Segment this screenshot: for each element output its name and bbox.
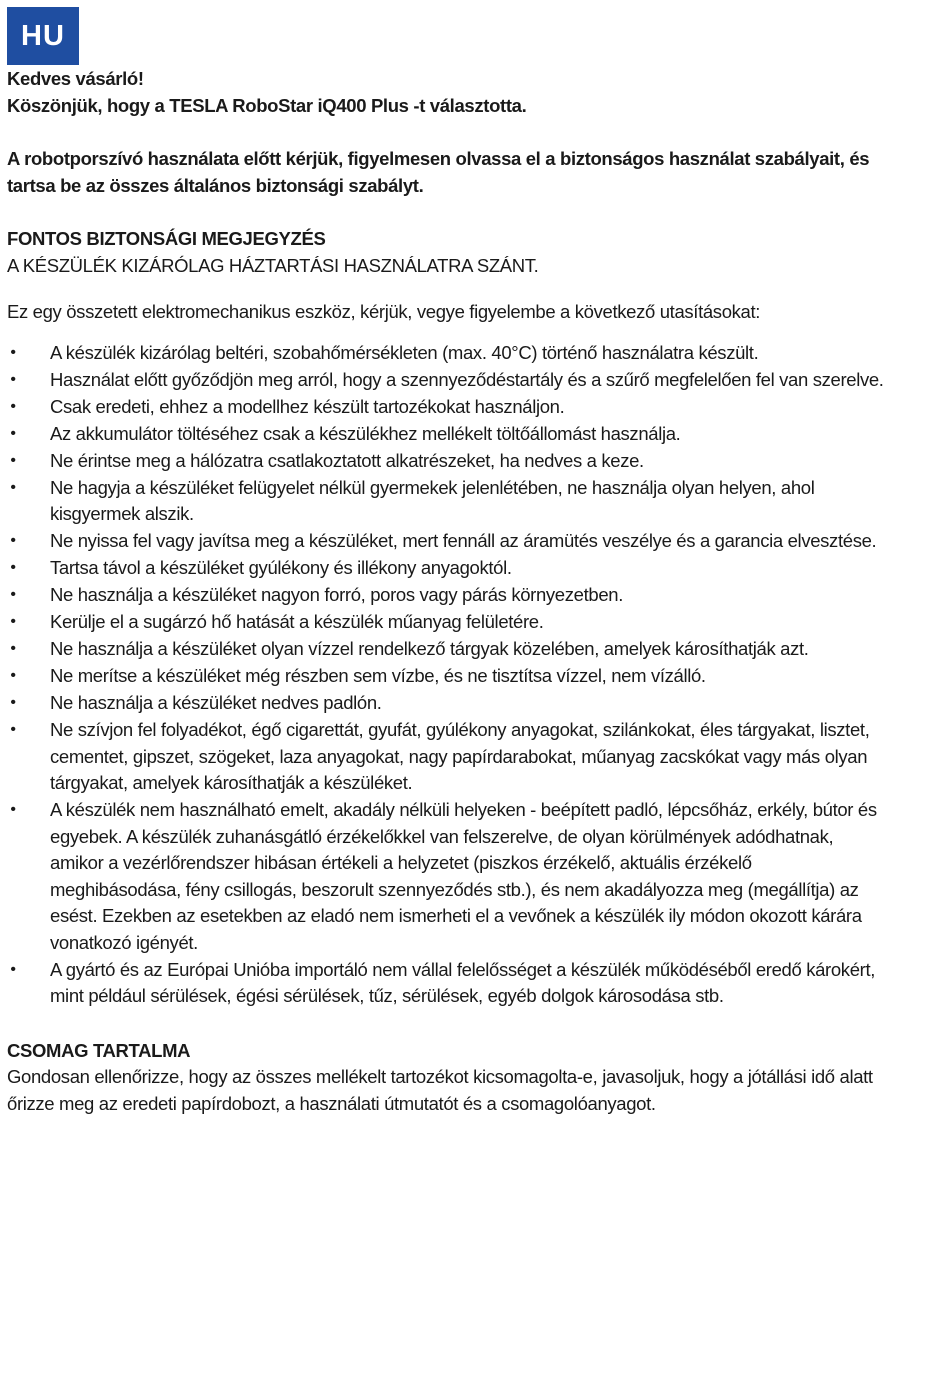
list-item <box>7 475 887 528</box>
bullet-icon: • <box>10 370 16 388</box>
rule-text: Ne használja a készüléket nedves padlón. <box>50 692 382 713</box>
rule-text: Használat előtt győződjön meg arról, hogy a szennyeződéstartály és a szűrő megfelelően fel van szerelve. <box>50 368 884 390</box>
list-item <box>7 609 887 636</box>
bullet-icon: • <box>10 559 16 576</box>
list-item <box>7 555 887 582</box>
rule-text: Ne használja a készüléket olyan vízzel rendelkező tárgyak közelében, amelyek károsíthatják azt. <box>50 638 809 659</box>
manual-content <box>7 66 887 1117</box>
bullet-icon: • <box>10 343 16 361</box>
bullet-icon: • <box>10 451 16 469</box>
rule-text: A készülék nem használható emelt, akadály nélküli helyeken - beépített padló, lépcsőház, erkély, bútor és egyebek. A készülék zuhanásgátló érzékelőkkel van felszerelve, de olyan körülmények adódhatnak, amikor a vezérlőrendszer hibásan értékeli a helyzetet (piszkos érzékelő, aktuális érzékelő meghibásodása, fény csillogás, beszorult szennyeződés stb.), és nem akadályozza meg (megállítja) az esést. Ezekben az esetekben az eladó nem ismerheti el a vevőnek a készülék ily módon okozott kárára vonatkozó igényét. <box>50 799 877 953</box>
bullet-icon: • <box>10 586 16 603</box>
list-item <box>7 636 887 663</box>
bullet-icon: • <box>10 532 16 549</box>
rule-text: Ne nyissa fel vagy javítsa meg a készüléket, mert fennáll az áramütés veszélye és a garancia elvesztése. <box>50 530 877 551</box>
list-item <box>7 690 887 717</box>
list-item <box>7 957 887 1010</box>
package-text: Gondosan ellenőrizze, hogy az összes mellékelt tartozékot kicsomagolta-e, javasoljuk, hogy a jótállási idő alatt őrizze meg az eredeti papírdobozt, a használati útmutatót és a csomagolóanyagot. <box>7 1066 873 1114</box>
list-item <box>7 448 887 475</box>
rule-text: Ne érintse meg a hálózatra csatlakoztatott alkatrészeket, ha nedves a keze. <box>50 449 644 471</box>
list-item <box>7 421 887 448</box>
rule-text: A készülék kizárólag beltéri, szobahőmérsékleten (max. 40°C) történő használatra készült. <box>50 341 759 363</box>
bullet-icon: • <box>10 397 16 415</box>
list-item <box>7 717 887 797</box>
list-item <box>7 797 887 956</box>
safety-subheading: A KÉSZÜLÉK KIZÁRÓLAG HÁZTARTÁSI HASZNÁLATRA SZÁNT. <box>7 254 539 276</box>
safety-heading: FONTOS BIZTONSÁGI MEGJEGYZÉS <box>7 228 326 249</box>
rule-text: Ne merítse a készüléket még részben sem vízbe, és ne tisztítsa vízzel, nem vízálló. <box>50 665 706 686</box>
thanks-line: Köszönjük, hogy a TESLA RoboStar iQ400 Plus -t választotta. <box>7 94 527 116</box>
bullet-icon: • <box>10 640 16 657</box>
bullet-icon: • <box>10 613 16 630</box>
bullet-icon: • <box>10 801 16 818</box>
list-item <box>7 340 887 367</box>
rule-text: Ne hagyja a készüléket felügyelet nélkül gyermekek jelenlétében, ne használja olyan helyen, ahol kisgyermek alszik. <box>50 476 815 524</box>
bullet-icon: • <box>10 478 16 496</box>
rule-text: Az akkumulátor töltéséhez csak a készülékhez mellékelt töltőállomást használja. <box>50 422 681 444</box>
list-item <box>7 394 887 421</box>
language-badge: HU <box>7 7 79 65</box>
greeting: Kedves vásárló! <box>7 68 144 89</box>
rule-text: Tartsa távol a készüléket gyúlékony és illékony anyagoktól. <box>50 557 512 578</box>
bullet-icon: • <box>10 694 16 711</box>
package-heading: CSOMAG TARTALMA <box>7 1039 191 1061</box>
bullet-icon: • <box>10 721 16 738</box>
rule-text: Kerülje el a sugárzó hő hatását a készülék műanyag felületére. <box>50 611 544 632</box>
bullet-icon: • <box>10 667 16 684</box>
list-item <box>7 528 887 555</box>
rule-text: Ne szívjon fel folyadékot, égő cigarettát, gyufát, gyúlékony anyagokat, szilánkokat, éles tárgyakat, lisztet, cementet, gipszet, szögeket, laza anyagokat, nagy papírdarabokat, műanyag zacskókat vagy más olyan tárgyakat, amelyek károsíthatják a készüléket. <box>50 719 870 793</box>
safety-rules-list <box>7 340 887 1010</box>
list-item <box>7 367 887 394</box>
list-item <box>7 582 887 609</box>
rule-text: Csak eredeti, ehhez a modellhez készült tartozékokat használjon. <box>50 395 565 417</box>
intro-paragraph: A robotporszívó használata előtt kérjük, figyelmesen olvassa el a biztonságos használat szabályait, és tartsa be az összes általános biztonsági szabályt. <box>7 148 870 196</box>
rule-text: Ne használja a készüléket nagyon forró, poros vagy párás környezetben. <box>50 584 623 605</box>
bullet-icon: • <box>10 424 16 442</box>
list-item <box>7 663 887 690</box>
instructions-lead: Ez egy összetett elektromechanikus eszköz, kérjük, vegye figyelembe a következő utasításokat: <box>7 301 761 322</box>
bullet-icon: • <box>10 960 16 978</box>
rule-text: A gyártó és az Európai Unióba importáló nem vállal felelősséget a készülék működéséből eredő károkért, mint például sérülések, égési sérülések, tűz, sérülések, egyéb dolgok károsodása stb. <box>50 958 876 1006</box>
